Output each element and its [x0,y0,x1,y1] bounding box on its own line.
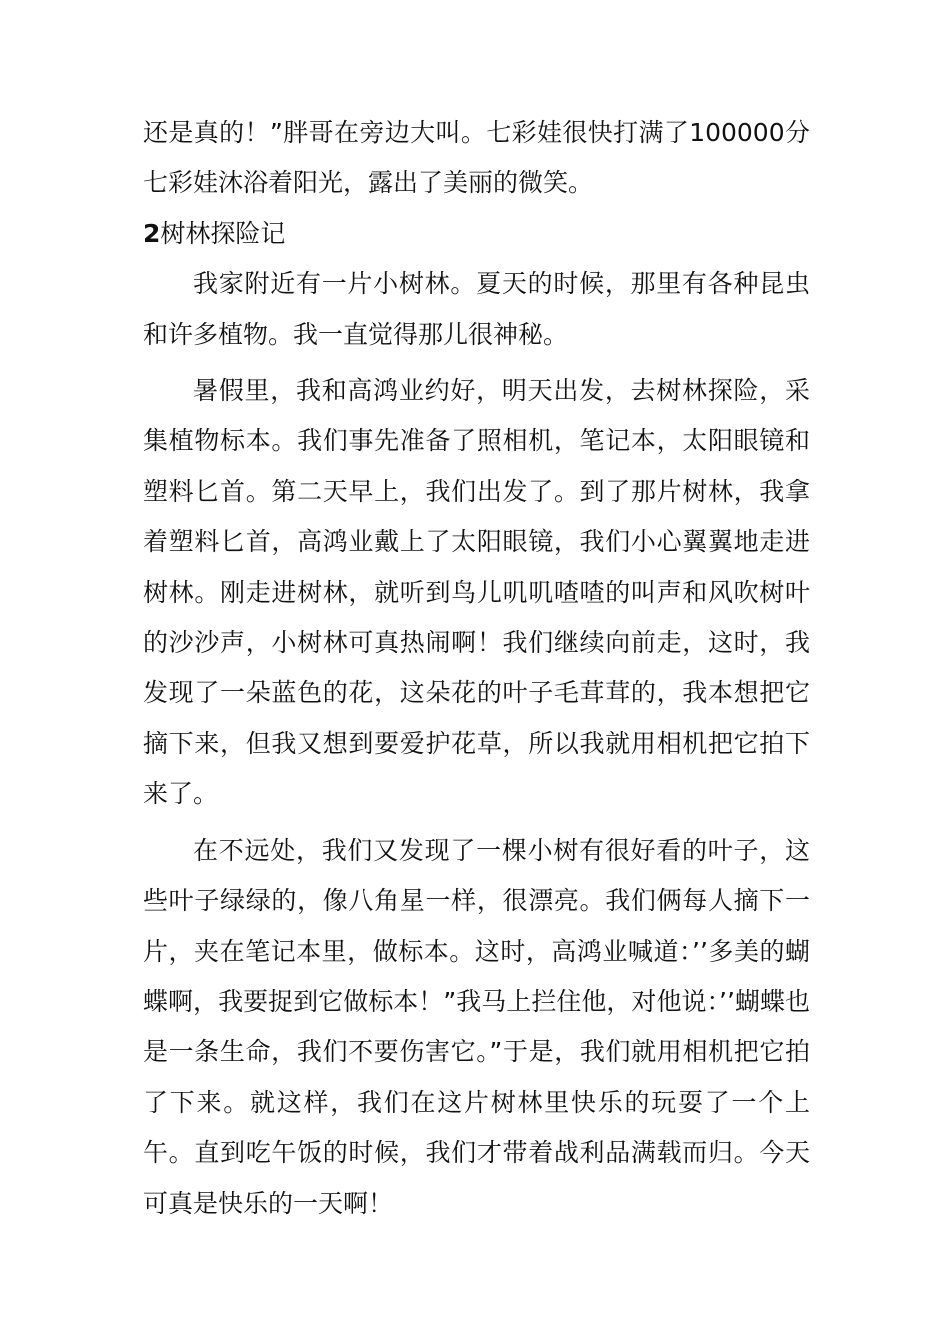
section-number: 2 [143,218,161,248]
continued-paragraph: 还是真的！”胖哥在旁边大叫。七彩娃很快打满了100000分七彩娃沐浴着阳光，露出了美丽的微笑。 [143,118,810,198]
section-title: 树林探险记 [160,218,286,248]
document-page [143,108,810,1229]
section-heading [143,209,810,259]
paragraph-2: 暑假里，我和高鸿业约好，明天出发，去树林探险，采集植物标本。我们事先准备了照相机，笔记本，太阳眼镜和塑料匕首。第二天早上，我们出发了。到了那片树林，我拿着塑料匕首，高鸿业戴上了太阳眼镜，我们小心翼翼地走进树林。刚走进树林，就听到鸟儿叽叽喳喳的叫声和风吹树叶的沙沙声，小树林可真热闹啊！我们继续向前走，这时，我发现了一朵蓝色的花，这朵花的叶子毛茸茸的，我本想把它摘下来，但我又想到要爱护花草，所以我就用相机把它拍下来了。 [143,376,810,809]
paragraph-1: 我家附近有一片小树林。夏天的时候，那里有各种昆虫和许多植物。我一直觉得那儿很神秘。 [143,269,810,349]
paragraph-3: 在不远处，我们又发现了一棵小树有很好看的叶子，这些叶子绿绿的，像八角星一样，很漂亮。我们俩每人摘下一片，夹在笔记本里，做标本。这时，高鸿业喊道：’’多美的蝴蝶啊，我要捉到它做标本！”我马上拦住他，对他说：’’蝴蝶也是一条生命，我们不要伤害它。”于是，我们就用相机把它拍了下来。就这样，我们在这片树林里快乐的玩耍了一个上午。直到吃午饭的时候，我们才带着战利品满载而归。今天可真是快乐的一天啊！ [143,835,810,1218]
